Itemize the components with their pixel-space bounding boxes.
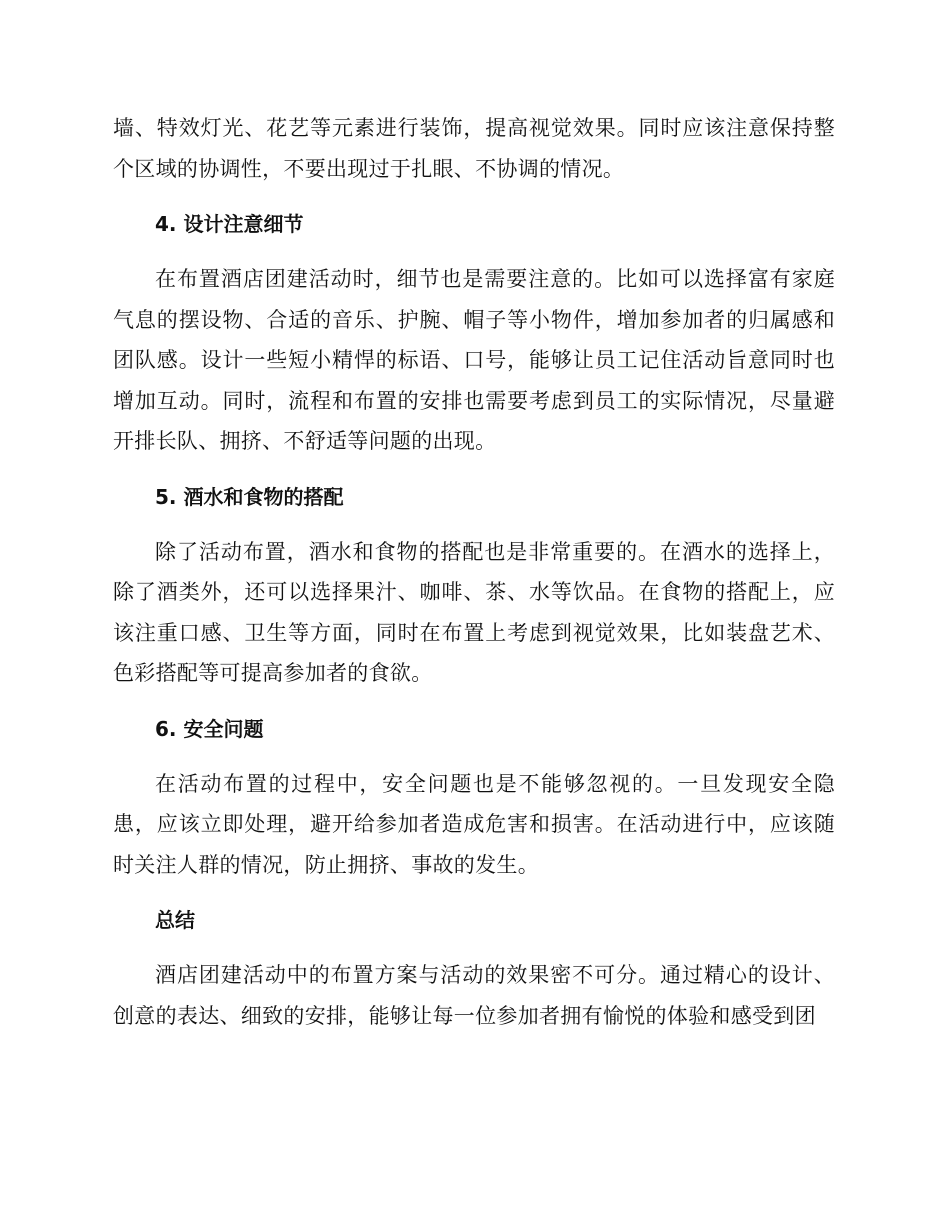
- section-drinks-food: [113, 472, 835, 694]
- section-paragraph: 酒店团建活动中的布置方案与活动的效果密不可分。通过精心的设计、创意的表达、细致的安排，能够让每一位参加者拥有愉悦的体验和感受到团: [113, 963, 835, 1028]
- intro-paragraph: 墙、特效灯光、花艺等元素进行装饰，提高视觉效果。同时应该注意保持整个区域的协调性，不要出现过于扎眼、不协调的情况。: [113, 116, 835, 181]
- section-safety: [113, 704, 835, 886]
- section-heading: 6. 安全问题: [155, 716, 264, 741]
- section-heading: 总结: [155, 908, 195, 932]
- section-paragraph: 在布置酒店团建活动时，细节也是需要注意的。比如可以选择富有家庭气息的摆设物、合适的音乐、护腕、帽子等小物件，增加参加者的归属感和团队感。设计一些短小精悍的标语、口号，能够让员工记住活动旨意同时也增加互动。同时，流程和布置的安排也需要考虑到员工的实际情况，尽量避开排长队、拥挤、不舒适等问题的出现。: [113, 267, 835, 453]
- section-paragraph: 在活动布置的过程中，安全问题也是不能够忽视的。一旦发现安全隐患，应该立即处理，避开给参加者造成危害和损害。在活动进行中，应该随时关注人群的情况，防止拥挤、事故的发生。: [113, 771, 835, 877]
- section-paragraph: 除了活动布置，酒水和食物的搭配也是非常重要的。在酒水的选择上，除了酒类外，还可以选择果汁、咖啡、茶、水等饮品。在食物的搭配上，应该注重口感、卫生等方面，同时在布置上考虑到视觉效果，比如装盘艺术、色彩搭配等可提高参加者的食欲。: [113, 539, 835, 685]
- section-heading: 4. 设计注意细节: [155, 212, 304, 236]
- section-summary: [113, 895, 835, 1036]
- document-page: [113, 108, 835, 1036]
- section-design-details: [113, 199, 835, 462]
- section-heading: 5. 酒水和食物的搭配: [155, 484, 344, 509]
